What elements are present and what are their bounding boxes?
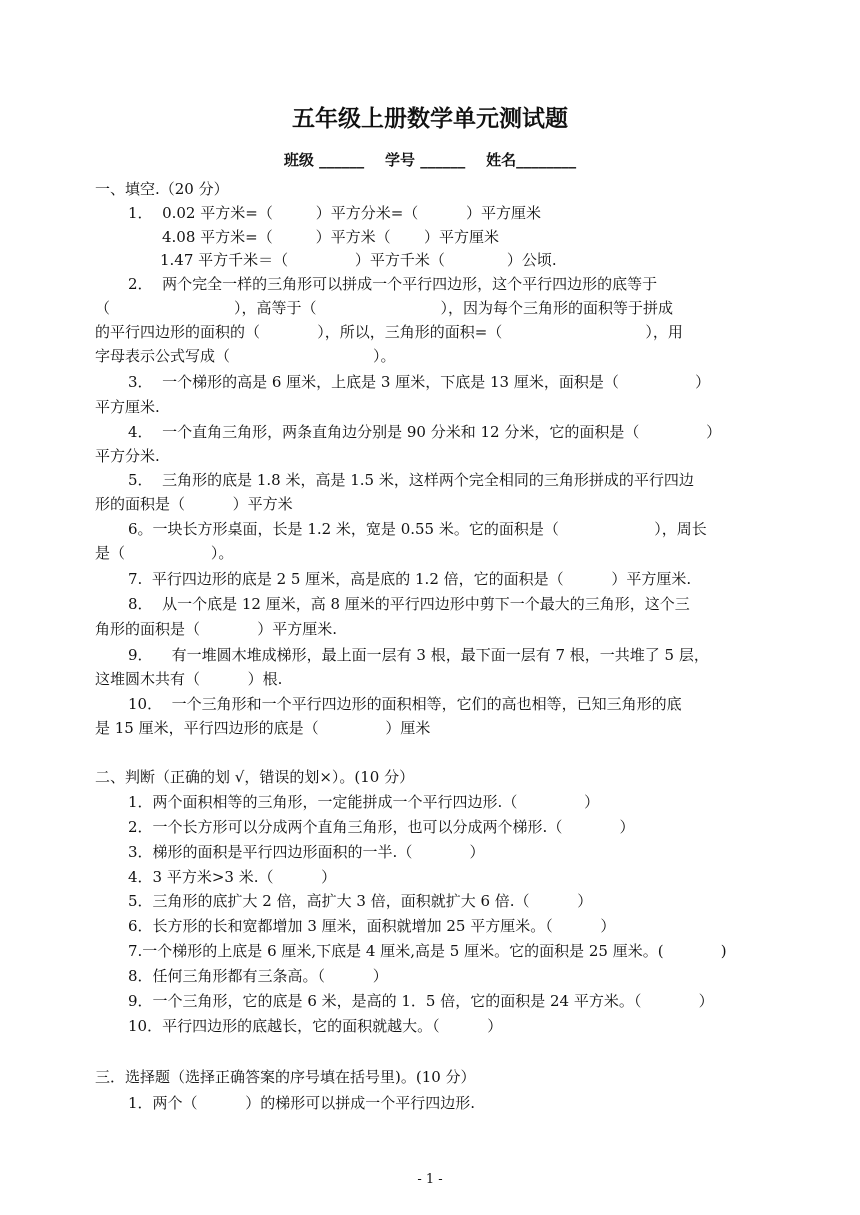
q9-line-1: 9． 有一堆圆木堆成梯形，最上面一层有 3 根，最下面一层有 7 根，一共堆了 5 层， bbox=[128, 646, 709, 664]
q1-line-3: 1.47 平方千米＝（ ）平方千米（ ）公顷. bbox=[160, 251, 557, 269]
section-2-heading: 二、判断（正确的划 √，错误的划×）。(10 分） bbox=[95, 768, 415, 786]
judge-item-3: 3．梯形的面积是平行四边形面积的一半.（ ） bbox=[128, 843, 485, 861]
q3-line-2: 平方厘米. bbox=[95, 398, 160, 416]
judge-item-2: 2．一个长方形可以分成两个直角三角形，也可以分成两个梯形.（ ） bbox=[128, 818, 635, 836]
q5-line-1: 5． 三角形的底是 1.8 米，高是 1.5 米，这样两个完全相同的三角形拼成的平行四边 bbox=[128, 471, 694, 489]
page-title: 五年级上册数学单元测试题 bbox=[292, 106, 568, 132]
judge-item-1: 1．两个面积相等的三角形，一定能拼成一个平行四边形.（ ） bbox=[128, 793, 600, 811]
q6-line-2: 是（ ）。 bbox=[95, 544, 234, 562]
q10-line-1: 10． 一个三角形和一个平行四边形的面积相等，它们的高也相等，已知三角形的底 bbox=[128, 695, 682, 713]
q7-line: 7. 平行四边形的底是 2 5 厘米，高是底的 1.2 倍，它的面积是（ ）平方厘米. bbox=[128, 570, 692, 588]
q9-line-2: 这堆圆木共有（ ）根. bbox=[95, 670, 283, 688]
q3-line-1: 3． 一个梯形的高是 6 厘米，上底是 3 厘米，下底是 13 厘米，面积是（ ） bbox=[128, 373, 711, 391]
q2-line-2: （ ），高等于（ ），因为每个三角形的面积等于拼成 bbox=[95, 299, 673, 317]
judge-item-4: 4．3 平方米>3 米.（ ） bbox=[128, 868, 337, 886]
judge-item-8: 8．任何三角形都有三条高。（ ） bbox=[128, 967, 388, 985]
q4-line-2: 平方分米. bbox=[95, 447, 160, 465]
q8-line-1: 8． 从一个底是 12 厘米，高 8 厘米的平行四边形中剪下一个最大的三角形，这个三 bbox=[128, 595, 690, 613]
q5-line-2: 形的面积是（ ）平方米 bbox=[95, 495, 293, 513]
judge-item-6: 6．长方形的长和宽都增加 3 厘米，面积就增加 25 平方厘米。（ ） bbox=[128, 917, 616, 935]
judge-item-9: 9．一个三角形，它的底是 6 米，是高的 1．5 倍，它的面积是 24 平方米。（ ） bbox=[128, 992, 714, 1010]
choice-item-1: 1．两个（ ）的梯形可以拼成一个平行四边形. bbox=[128, 1094, 475, 1112]
q1-line-1: 1． 0.02 平方米=（ ）平方分米=（ ）平方厘米 bbox=[128, 204, 541, 222]
judge-item-10: 10．平行四边形的底越长，它的面积就越大。（ ） bbox=[128, 1017, 503, 1035]
q8-line-2: 角形的面积是（ ）平方厘米. bbox=[95, 620, 337, 638]
judge-item-5: 5．三角形的底扩大 2 倍，高扩大 3 倍，面积就扩大 6 倍.（ ） bbox=[128, 892, 593, 910]
page-number: - 1 - bbox=[417, 1172, 443, 1187]
q2-line-3: 的平行四边形的面积的（ ），所以，三角形的面积=（ ），用 bbox=[95, 323, 683, 341]
q4-line-1: 4． 一个直角三角形，两条直角边分别是 90 分米和 12 分米，它的面积是（ ） bbox=[128, 423, 722, 441]
q1-line-2: 4.08 平方米=（ ）平方米（ ）平方厘米 bbox=[162, 228, 500, 246]
section-1-heading: 一、填空.（20 分） bbox=[95, 180, 229, 198]
q2-line-4: 字母表示公式写成（ ）。 bbox=[95, 347, 396, 365]
section-3-heading: 三．选择题（选择正确答案的序号填在括号里)。(10 分） bbox=[95, 1068, 476, 1086]
judge-item-7: 7.一个梯形的上底是 6 厘米,下底是 4 厘米,高是 5 厘米。它的面积是 25 厘米。( ) bbox=[128, 942, 727, 960]
student-info-line: 班级 ______ 学号 ______ 姓名________ bbox=[283, 151, 577, 169]
q6-line-1: 6。一块长方形桌面，长是 1.2 米，宽是 0.55 米。它的面积是（ ），周长 bbox=[128, 520, 707, 538]
q2-line-1: 2． 两个完全一样的三角形可以拼成一个平行四边形，这个平行四边形的底等于 bbox=[128, 275, 658, 293]
q10-line-2: 是 15 厘米，平行四边形的底是（ ）厘米 bbox=[95, 719, 431, 737]
